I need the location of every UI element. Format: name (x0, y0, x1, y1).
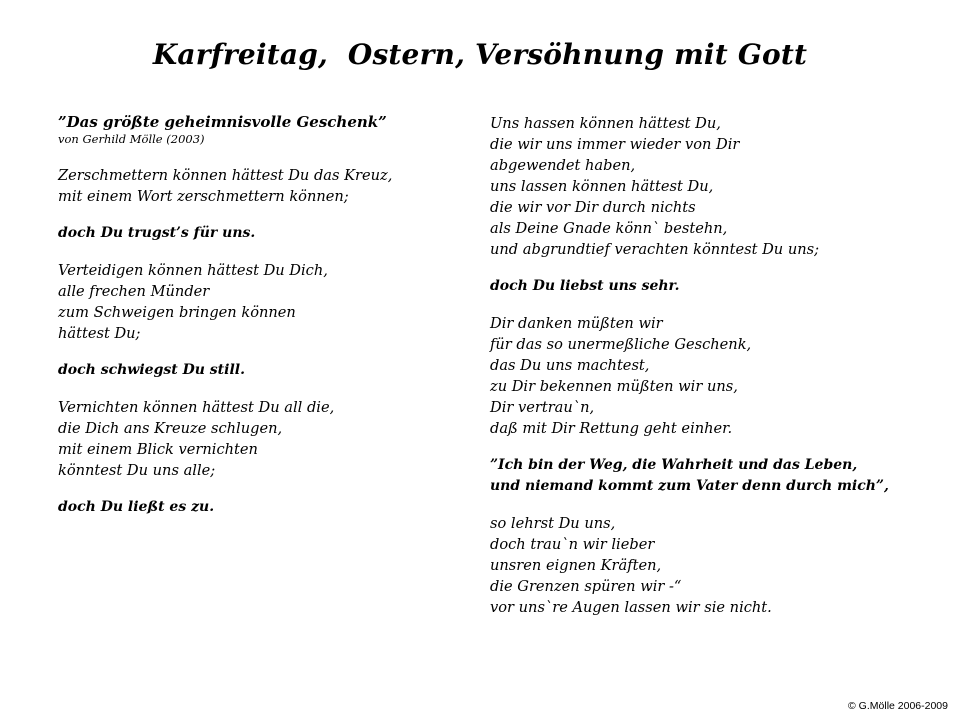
refrain-line: doch schwiegst Du still. (58, 362, 245, 378)
poem-line: daß mit Dir Rettung geht einher. (490, 420, 733, 437)
refrain-stanza (490, 276, 920, 297)
poem-line: als Deine Gnade könn` bestehn, (490, 220, 728, 237)
poem-line: und abgrundtief verachten könntest Du uns; (490, 241, 820, 258)
poem-byline: von Gerhild Mölle (2003) (58, 132, 205, 146)
poem-line: Dir danken müßten wir (490, 315, 663, 332)
poem-line: alle frechen Münder (58, 283, 210, 300)
poem-line: die wir uns immer wieder von Dir (490, 136, 740, 153)
poem-line: Vernichten können hättest Du all die, (58, 399, 335, 416)
poem-line: mit einem Wort zerschmettern können; (58, 188, 349, 205)
stanza (58, 260, 468, 344)
poem-column-left (58, 113, 468, 534)
slide-title: Karfreitag, Ostern, Versöhnung mit Gott (152, 38, 808, 71)
poem-line: zu Dir bekennen müßten wir uns, (490, 378, 738, 395)
poem-line: die wir vor Dir durch nichts (490, 199, 696, 216)
copyright-notice: © G.Mölle 2006-2009 (848, 700, 948, 712)
quote-stanza (490, 455, 920, 497)
poem-title: ”Das größte geheimnisvolle Geschenk” (58, 113, 387, 131)
poem-line: abgewendet haben, (490, 157, 636, 174)
stanza (58, 397, 468, 481)
refrain-line: doch Du trugst’s für uns. (58, 225, 256, 241)
poem-line: Zerschmettern können hättest Du das Kreuz, (58, 167, 393, 184)
poem-line: hättest Du; (58, 325, 141, 342)
quote-line: und niemand kommt zum Vater denn durch mich”, (490, 478, 889, 494)
poem-line: zum Schweigen bringen können (58, 304, 296, 321)
poem-line: uns lassen können hättest Du, (490, 178, 714, 195)
poem-column-right (490, 113, 920, 634)
quote-line: ”Ich bin der Weg, die Wahrheit und das Leben, (490, 457, 858, 473)
refrain-stanza (58, 360, 468, 381)
poem-line: so lehrst Du uns, (490, 515, 616, 532)
poem-line: für das so unermeßliche Geschenk, (490, 336, 752, 353)
poem-line: mit einem Blick vernichten (58, 441, 258, 458)
stanza (490, 513, 920, 618)
poem-line: vor uns`re Augen lassen wir sie nicht. (490, 599, 772, 616)
stanza (58, 165, 468, 207)
refrain-line: doch Du ließt es zu. (58, 499, 215, 515)
poem-line: die Dich ans Kreuze schlugen, (58, 420, 283, 437)
poem-line: unsren eignen Kräften, (490, 557, 662, 574)
refrain-stanza (58, 223, 468, 244)
refrain-line: doch Du liebst uns sehr. (490, 278, 680, 294)
poem-line: doch trau`n wir lieber (490, 536, 655, 553)
refrain-stanza (58, 497, 468, 518)
poem-line: die Grenzen spüren wir -“ (490, 578, 682, 595)
poem-line: Verteidigen können hättest Du Dich, (58, 262, 328, 279)
poem-line: das Du uns machtest, (490, 357, 650, 374)
poem-line: Dir vertrau`n, (490, 399, 595, 416)
poem-line: könntest Du uns alle; (58, 462, 216, 479)
stanza (490, 313, 920, 439)
poem-line: Uns hassen können hättest Du, (490, 115, 721, 132)
stanza (490, 113, 920, 260)
